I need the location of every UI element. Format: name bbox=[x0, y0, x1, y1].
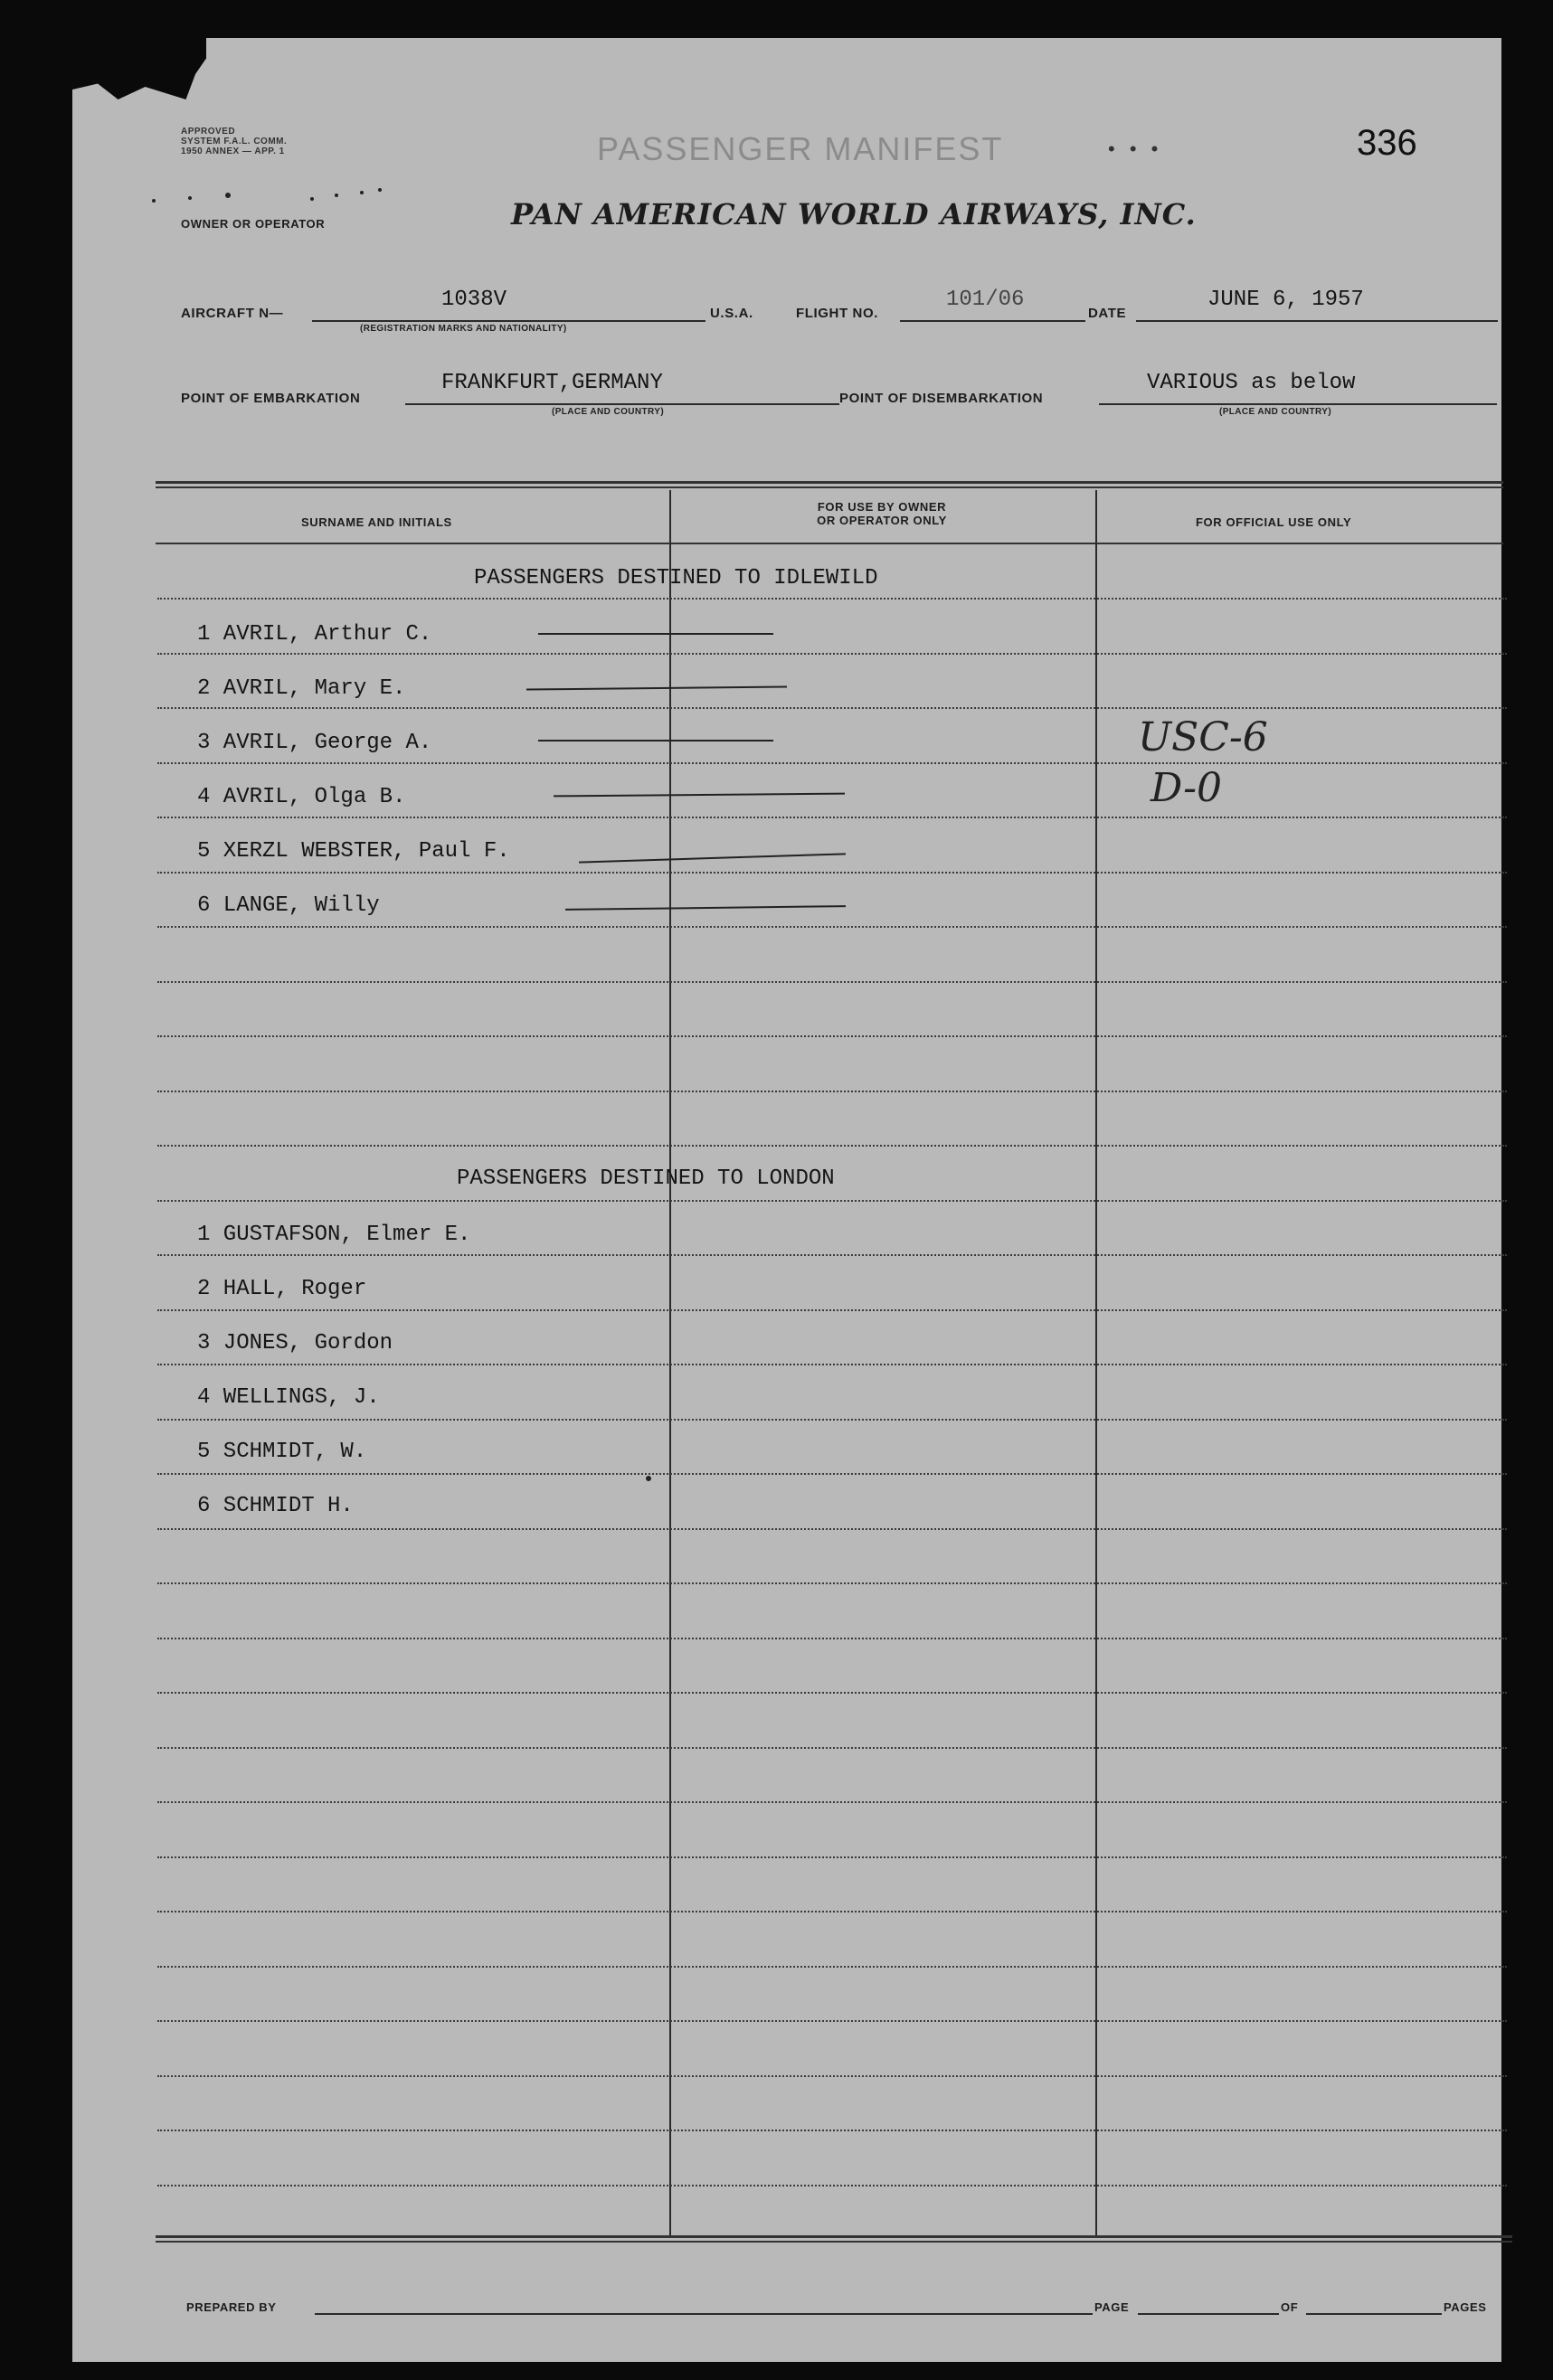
prepared-by-line bbox=[315, 2313, 1093, 2315]
group-heading-idlewild: PASSENGERS DESTINED TO IDLEWILD bbox=[474, 566, 878, 590]
approval-stamp bbox=[181, 127, 287, 156]
passenger-row: 1 AVRIL, Arthur C. bbox=[197, 622, 432, 647]
ruled-line bbox=[157, 1419, 1507, 1421]
page-line bbox=[1138, 2313, 1279, 2315]
embark-label: POINT OF EMBARKATION bbox=[181, 391, 361, 406]
ruled-line bbox=[157, 1254, 1507, 1256]
ruled-line bbox=[157, 653, 1507, 655]
form-title: PASSENGER MANIFEST bbox=[597, 130, 1004, 167]
ruled-line bbox=[157, 598, 1507, 600]
embark-value: FRANKFURT,GERMANY bbox=[441, 371, 663, 395]
flight-value: 101/06 bbox=[946, 288, 1025, 312]
ruled-line bbox=[157, 2130, 1507, 2131]
table-top-rule-2 bbox=[156, 486, 1503, 488]
ruled-line bbox=[157, 817, 1507, 818]
aircraft-sub: (REGISTRATION MARKS AND NATIONALITY) bbox=[360, 324, 567, 334]
approval-line: APPROVED bbox=[181, 127, 236, 137]
header-surname: SURNAME AND INITIALS bbox=[301, 515, 452, 529]
ruled-line bbox=[157, 2020, 1507, 2022]
official-note: D-0 bbox=[1151, 765, 1222, 811]
header-official-use: FOR OFFICIAL USE ONLY bbox=[1196, 515, 1352, 529]
ruled-line bbox=[157, 1582, 1507, 1584]
pages-line bbox=[1306, 2313, 1442, 2315]
embark-line bbox=[405, 403, 839, 405]
ruled-line bbox=[157, 1638, 1507, 1639]
date-value: JUNE 6, 1957 bbox=[1207, 288, 1364, 312]
passenger-row: 1 GUSTAFSON, Elmer E. bbox=[197, 1223, 471, 1247]
disembark-value: VARIOUS as below bbox=[1147, 371, 1356, 395]
passenger-row: 3 JONES, Gordon bbox=[197, 1331, 393, 1355]
of-label: OF bbox=[1281, 2300, 1299, 2314]
ruled-line bbox=[157, 1692, 1507, 1694]
prepared-by-label: PREPARED BY bbox=[186, 2300, 277, 2314]
ruled-line bbox=[157, 1856, 1507, 1858]
header-owner-line: OR OPERATOR ONLY bbox=[817, 514, 947, 527]
ruled-line bbox=[157, 707, 1507, 709]
ruled-line bbox=[157, 1747, 1507, 1749]
ruled-line bbox=[157, 2185, 1507, 2186]
ruled-line bbox=[157, 1801, 1507, 1803]
ruled-line bbox=[157, 872, 1507, 874]
airline-name: PAN AMERICAN WORLD AIRWAYS, INC. bbox=[511, 197, 1197, 231]
date-line bbox=[1136, 320, 1498, 322]
page-number: 336 bbox=[1357, 123, 1417, 163]
ruled-line bbox=[157, 1966, 1507, 1968]
ruled-line bbox=[157, 1145, 1507, 1147]
pages-label: PAGES bbox=[1444, 2300, 1487, 2314]
ruled-line bbox=[157, 2075, 1507, 2077]
disembark-line bbox=[1099, 403, 1497, 405]
column-divider bbox=[1095, 490, 1097, 2235]
passenger-row: 4 WELLINGS, J. bbox=[197, 1385, 380, 1410]
table-bottom-rule bbox=[156, 2235, 1512, 2238]
passenger-row: 5 SCHMIDT, W. bbox=[197, 1440, 367, 1464]
disembark-label: POINT OF DISEMBARKATION bbox=[839, 391, 1044, 406]
header-owner-use bbox=[787, 500, 977, 527]
passenger-row: 6 LANGE, Willy bbox=[197, 893, 380, 918]
approval-line: SYSTEM F.A.L. COMM. bbox=[181, 137, 288, 146]
ruled-line bbox=[157, 981, 1507, 983]
group-heading-london: PASSENGERS DESTINED TO LONDON bbox=[457, 1166, 835, 1191]
passenger-row: 2 HALL, Roger bbox=[197, 1277, 367, 1301]
approval-line: 1950 ANNEX — APP. 1 bbox=[181, 146, 285, 156]
column-divider bbox=[669, 490, 671, 2235]
ruled-line bbox=[157, 1091, 1507, 1092]
passenger-row: 5 XERZL WEBSTER, Paul F. bbox=[197, 839, 510, 864]
ruled-line bbox=[157, 1364, 1507, 1365]
usa-label: U.S.A. bbox=[710, 306, 753, 321]
ink-dot bbox=[646, 1476, 651, 1481]
ruled-line bbox=[157, 926, 1507, 928]
pen-stroke bbox=[538, 633, 773, 635]
date-label: DATE bbox=[1088, 306, 1127, 321]
owner-label: OWNER OR OPERATOR bbox=[181, 217, 326, 231]
passenger-row: 2 AVRIL, Mary E. bbox=[197, 676, 406, 701]
aircraft-value: 1038V bbox=[441, 288, 507, 312]
table-header-rule bbox=[156, 543, 1503, 544]
ruled-line bbox=[157, 1309, 1507, 1311]
ruled-line bbox=[157, 1200, 1507, 1202]
pen-stroke bbox=[538, 740, 773, 741]
ruled-line bbox=[157, 1035, 1507, 1037]
ruled-line bbox=[157, 1911, 1507, 1912]
official-note: USC-6 bbox=[1138, 714, 1268, 760]
embark-sub: (PLACE AND COUNTRY) bbox=[552, 407, 665, 417]
aircraft-label: AIRCRAFT N— bbox=[181, 306, 284, 321]
aircraft-line bbox=[312, 320, 705, 322]
passenger-row: 3 AVRIL, George A. bbox=[197, 731, 432, 755]
page-label: PAGE bbox=[1094, 2300, 1130, 2314]
flight-line bbox=[900, 320, 1085, 322]
title-dots: • • • bbox=[1108, 137, 1163, 160]
flight-label: FLIGHT NO. bbox=[796, 306, 878, 321]
table-bottom-rule-2 bbox=[156, 2241, 1512, 2243]
ruled-line bbox=[157, 1528, 1507, 1530]
passenger-row: 6 SCHMIDT H. bbox=[197, 1494, 354, 1518]
dotted-marks bbox=[145, 188, 389, 206]
header-owner-line: FOR USE BY OWNER bbox=[817, 500, 947, 514]
ruled-line bbox=[157, 762, 1507, 764]
table-top-rule bbox=[156, 481, 1503, 484]
disembark-sub: (PLACE AND COUNTRY) bbox=[1219, 407, 1332, 417]
passenger-row: 4 AVRIL, Olga B. bbox=[197, 785, 406, 809]
ruled-line bbox=[157, 1473, 1507, 1475]
